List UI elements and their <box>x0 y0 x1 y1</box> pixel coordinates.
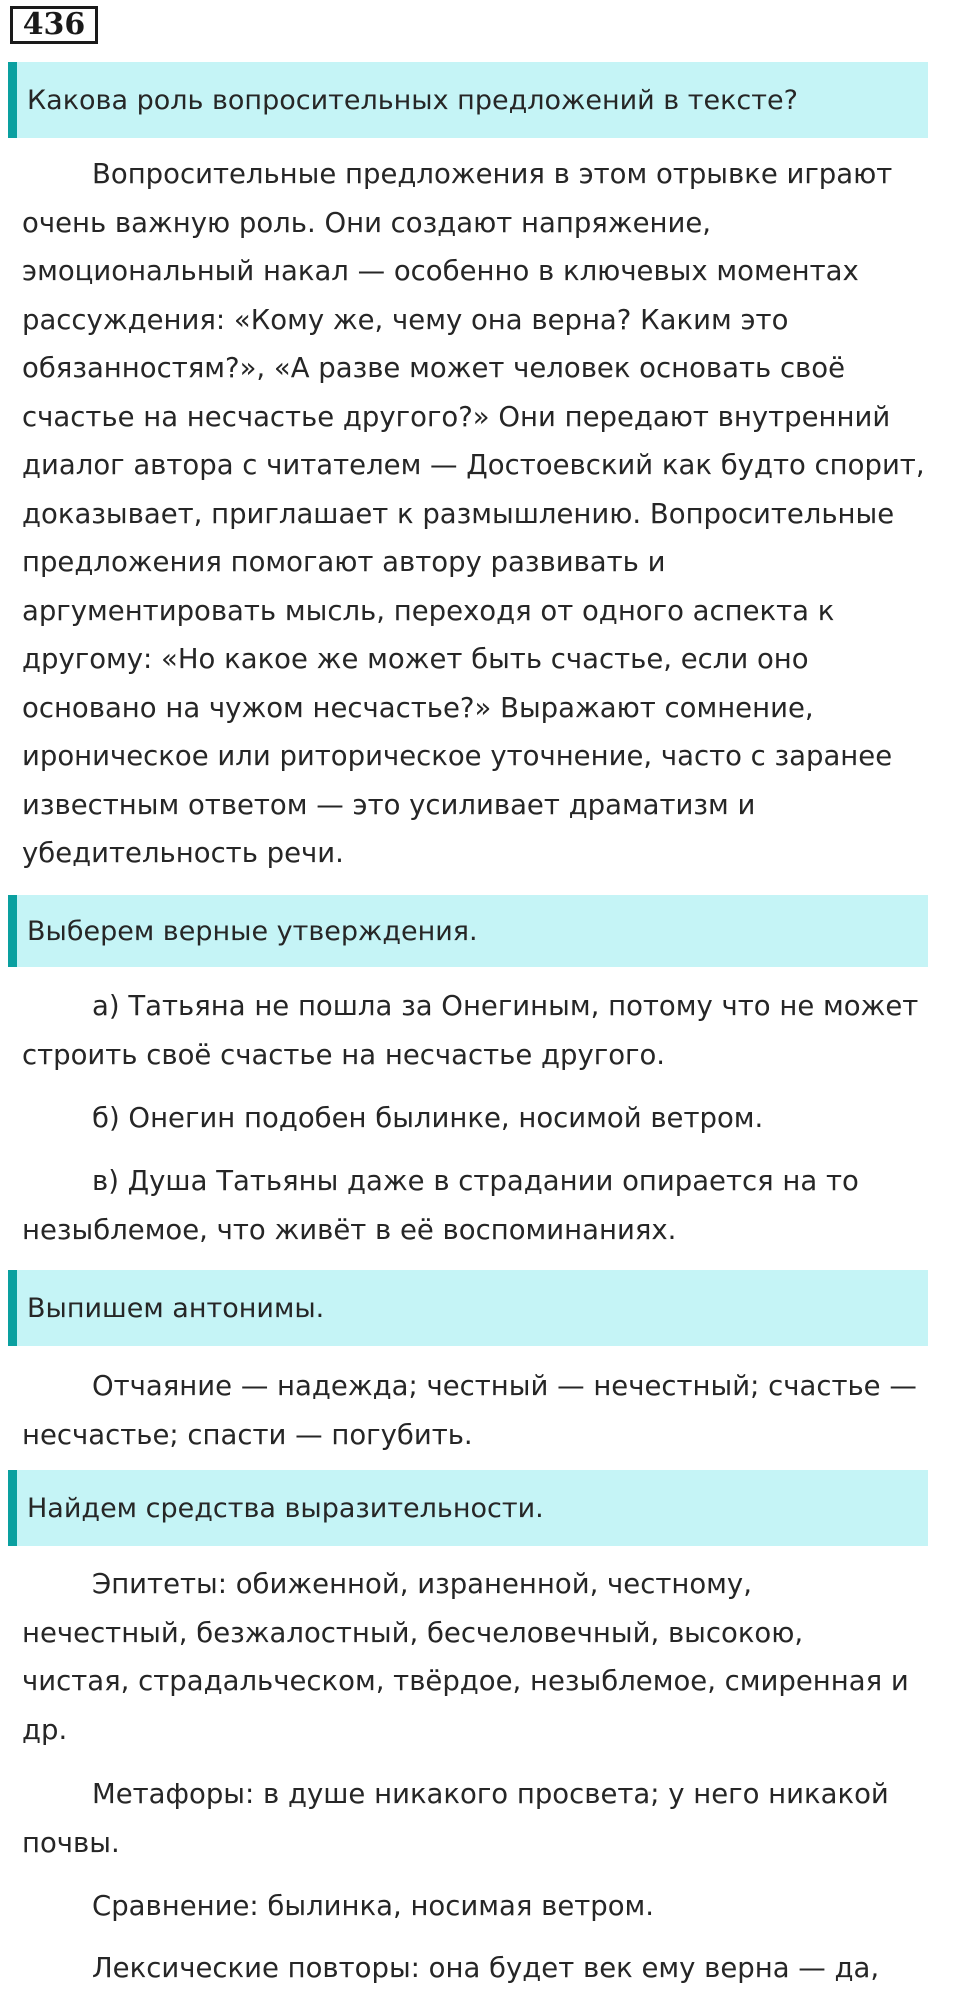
text-line: Метафоры: в душе никакого просвета; у него никакой <box>92 1778 889 1810</box>
text-line: эмоциональный накал — особенно в ключевых моментах <box>22 255 859 287</box>
text-line: нечестный, безжалостный, бесчеловечный, высокою, <box>22 1616 804 1649</box>
text-line: Лексические повторы: она будет век ему верна — да, <box>92 1952 880 1984</box>
text-line: ироническое или риторическое уточнение, часто с заранее <box>22 740 893 772</box>
text-line: несчастье; спасти — погубить. <box>22 1418 473 1451</box>
text-line: основано на чужом несчастье?» Выражают сомнение, <box>22 691 814 724</box>
paragraph-metaphors <box>22 1770 957 1867</box>
paragraph-statement-b <box>22 1094 957 1143</box>
text-line: б) Онегин подобен былинке, носимой ветром. <box>92 1102 764 1134</box>
text-line: доказывает, приглашает к размышлению. Вопросительные <box>22 497 895 530</box>
text-line: Отчаяние — надежда; честный — нечестный; счастье — <box>92 1370 917 1402</box>
paragraph-statement-c <box>22 1157 957 1254</box>
text-line: в) Душа Татьяны даже в страдании опирается на то <box>92 1165 859 1197</box>
text-line: Вопросительные предложения в этом отрывке играют <box>92 158 893 190</box>
paragraph-epithets <box>22 1560 957 1754</box>
text-line: строить своё счастье на несчастье другого. <box>22 1038 666 1071</box>
text-line: обязанностям?», «А разве может человек основать своё <box>22 352 846 384</box>
text-line: др. <box>22 1713 68 1746</box>
task-number-badge: 436 <box>10 6 98 44</box>
text-line: а) Татьяна не пошла за Онегиным, потому что не может <box>92 990 919 1022</box>
text-line: чистая, страдальческом, твёрдое, незыблемое, смиренная и <box>22 1665 909 1697</box>
text-line: незыблемое, что живёт в её воспоминаниях. <box>22 1213 677 1246</box>
text-line: почвы. <box>22 1826 120 1859</box>
text-line: очень важную роль. Они создают напряжение, <box>22 206 712 239</box>
text-line: рассуждения: «Кому же, чему она верна? Каким это <box>22 303 789 336</box>
paragraph-question-role <box>22 150 957 878</box>
text-line: убедительность речи. <box>22 837 344 869</box>
paragraph-comparison <box>22 1882 957 1931</box>
text-line: известным ответом — это усиливает драматизм и <box>22 788 756 821</box>
section-header-expressive-means: Найдем средства выразительности. <box>8 1470 928 1546</box>
text-line: диалог автора с читателем — Достоевский как будто спорит, <box>22 449 925 481</box>
text-line: аргументировать мысль, переходя от одного аспекта к <box>22 594 835 627</box>
section-header-true-statements: Выберем верные утверждения. <box>8 895 928 967</box>
section-header-antonyms: Выпишем антонимы. <box>8 1270 928 1346</box>
section-header-question-role: Какова роль вопросительных предложений в тексте? <box>8 62 928 138</box>
text-line: счастье на несчастье другого?» Они передают внутренний <box>22 400 891 433</box>
paragraph-antonyms <box>22 1362 957 1459</box>
text-line: Эпитеты: обиженной, израненной, честному, <box>92 1568 752 1600</box>
text-line: Сравнение: былинка, носимая ветром. <box>92 1890 655 1922</box>
paragraph-statement-a <box>22 982 957 1079</box>
text-line: другому: «Но какое же может быть счастье, если оно <box>22 643 809 675</box>
paragraph-lexical-repetitions <box>22 1944 957 1993</box>
text-line: предложения помогают автору развивать и <box>22 546 666 578</box>
